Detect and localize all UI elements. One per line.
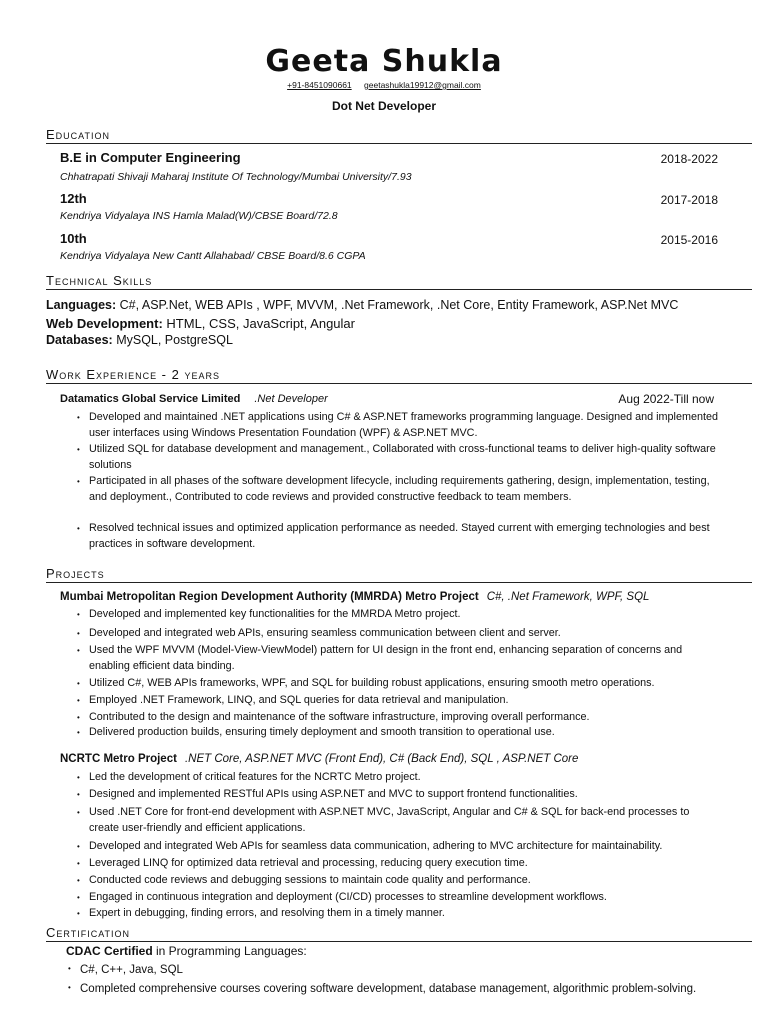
skill-label: Databases: [46,333,113,347]
skill-row [46,316,355,331]
project-heading [60,591,649,603]
project-heading [60,753,578,765]
section-technical-skills: Technical Skills [46,273,752,290]
certification-line [66,944,307,958]
project-bullet: • Expert in debugging, finding errors, and resolving them in a timely manner. [89,906,721,922]
project-tech: C#, .Net Framework, WPF, SQL [486,591,650,603]
section-education: Education [46,127,752,144]
skill-row [46,298,678,312]
project-bullet: • Used .NET Core for front-end development with ASP.NET MVC, JavaScript, Angular and C# & SQL for back-end processes to create user-friendly and efficient applications. [89,805,721,836]
project-bullet: • Contributed to the design and maintenance of the software infrastructure, improving overall performance. [89,710,721,726]
candidate-name: Geeta Shukla [265,44,503,79]
work-bullet: • Participated in all phases of the software development lifecycle, including requirements gathering, design, implementation, testing, and deployment., Contributed to code reviews and provided constructive feedback to team members. [89,474,721,505]
education-years: 2017-2018 [660,193,718,207]
project-bullet: • Led the development of critical features for the NCRTC Metro project. [89,770,721,786]
project-bullet: • Delivered production builds, ensuring timely deployment and smooth transition to operational use. [89,725,721,741]
skill-value: MySQL, PostgreSQL [116,333,233,347]
project-bullet: • Developed and integrated Web APIs for seamless data communication, adhering to MVC architecture for maintainability. [89,839,721,855]
project-bullet: • Developed and implemented key functionalities for the MMRDA Metro project. [89,607,721,623]
education-institute: Kendriya Vidyalaya New Cantt Allahabad/ CBSE Board/8.6 CGPA [60,250,366,262]
project-bullet: • Leveraged LINQ for optimized data retrieval and processing, reducing query execution time. [89,856,721,872]
project-bullet: • Utilized C#, WEB APIs frameworks, WPF, and SQL for building robust applications, ensuring smooth metro operations. [89,676,721,692]
certification-bullet: • C#, C++, Java, SQL [80,964,183,976]
education-degree: B.E in Computer Engineering [60,150,241,165]
project-bullet: • Designed and implemented RESTful APIs using ASP.NET and MVC to support frontend functionalities. [89,787,721,803]
contact-line [0,80,768,90]
education-institute: Kendriya Vidyalaya INS Hamla Malad(W)/CBSE Board/72.8 [60,210,338,222]
job-heading [60,393,328,405]
project-bullet: • Used the WPF MVVM (Model-View-ViewModel) pattern for UI design in the front end, enhancing separation of concerns and enabling efficient data binding. [89,643,721,674]
project-name: NCRTC Metro Project [60,753,177,765]
skill-label: Web Development: [46,316,163,331]
certification-title: CDAC Certified [66,944,153,958]
education-degree: 12th [60,191,87,206]
certification-desc: in Programming Languages: [152,944,307,958]
project-bullet: • Conducted code reviews and debugging sessions to maintain code quality and performance. [89,873,721,889]
skill-label: Languages: [46,298,117,312]
skill-row [46,333,233,347]
work-bullet: • Utilized SQL for database development and management., Collaborated with cross-functional teams to deliver high-quality software solutions [89,442,721,473]
education-years: 2018-2022 [660,152,718,166]
project-bullet: • Developed and integrated web APIs, ensuring seamless communication between client and server. [89,626,721,642]
section-work-experience: Work Experience - 2 years [46,367,752,384]
project-name: Mumbai Metropolitan Region Development Authority (MMRDA) Metro Project [60,591,479,603]
email-link[interactable]: geetashukla19912@gmail.com [364,80,481,90]
project-bullet: • Employed .NET Framework, LINQ, and SQL queries for data retrieval and manipulation. [89,693,721,709]
project-tech: .NET Core, ASP.NET MVC (Front End), C# (Back End), SQL , ASP.NET Core [184,753,579,765]
company-name: Datamatics Global Service Limited [60,393,241,405]
skill-value: HTML, CSS, JavaScript, Angular [166,316,355,331]
job-dates: Aug 2022-Till now [618,392,714,406]
phone-link[interactable]: +91-8451090661 [287,80,352,90]
work-bullet: • Resolved technical issues and optimized application performance as needed. Stayed current with emerging technologies and best practices in software development. [89,521,721,552]
education-degree: 10th [60,231,87,246]
job-title: .Net Developer [254,393,328,405]
skill-value: C#, ASP.Net, WEB APIs , WPF, MVVM, .Net Framework, .Net Core, Entity Framework, ASP.Net MVC [119,298,679,312]
project-bullet: • Engaged in continuous integration and deployment (CI/CD) processes to streamline development workflows. [89,890,721,906]
section-projects: Projects [46,566,752,583]
section-certification: Certification [46,925,752,942]
certification-bullet: • Completed comprehensive courses covering software development, database management, algorithmic problem-solving. [80,983,696,995]
job-role: Dot Net Developer [331,99,437,113]
work-bullet: • Developed and maintained .NET applications using C# & ASP.NET frameworks programming language. Designed and implemented user interfaces using Windows Presentation Foundation (WPF) & ASP.NET MVC. [89,410,721,441]
education-institute: Chhatrapati Shivaji Maharaj Institute Of Technology/Mumbai University/7.93 [60,171,412,183]
education-years: 2015-2016 [660,233,718,247]
